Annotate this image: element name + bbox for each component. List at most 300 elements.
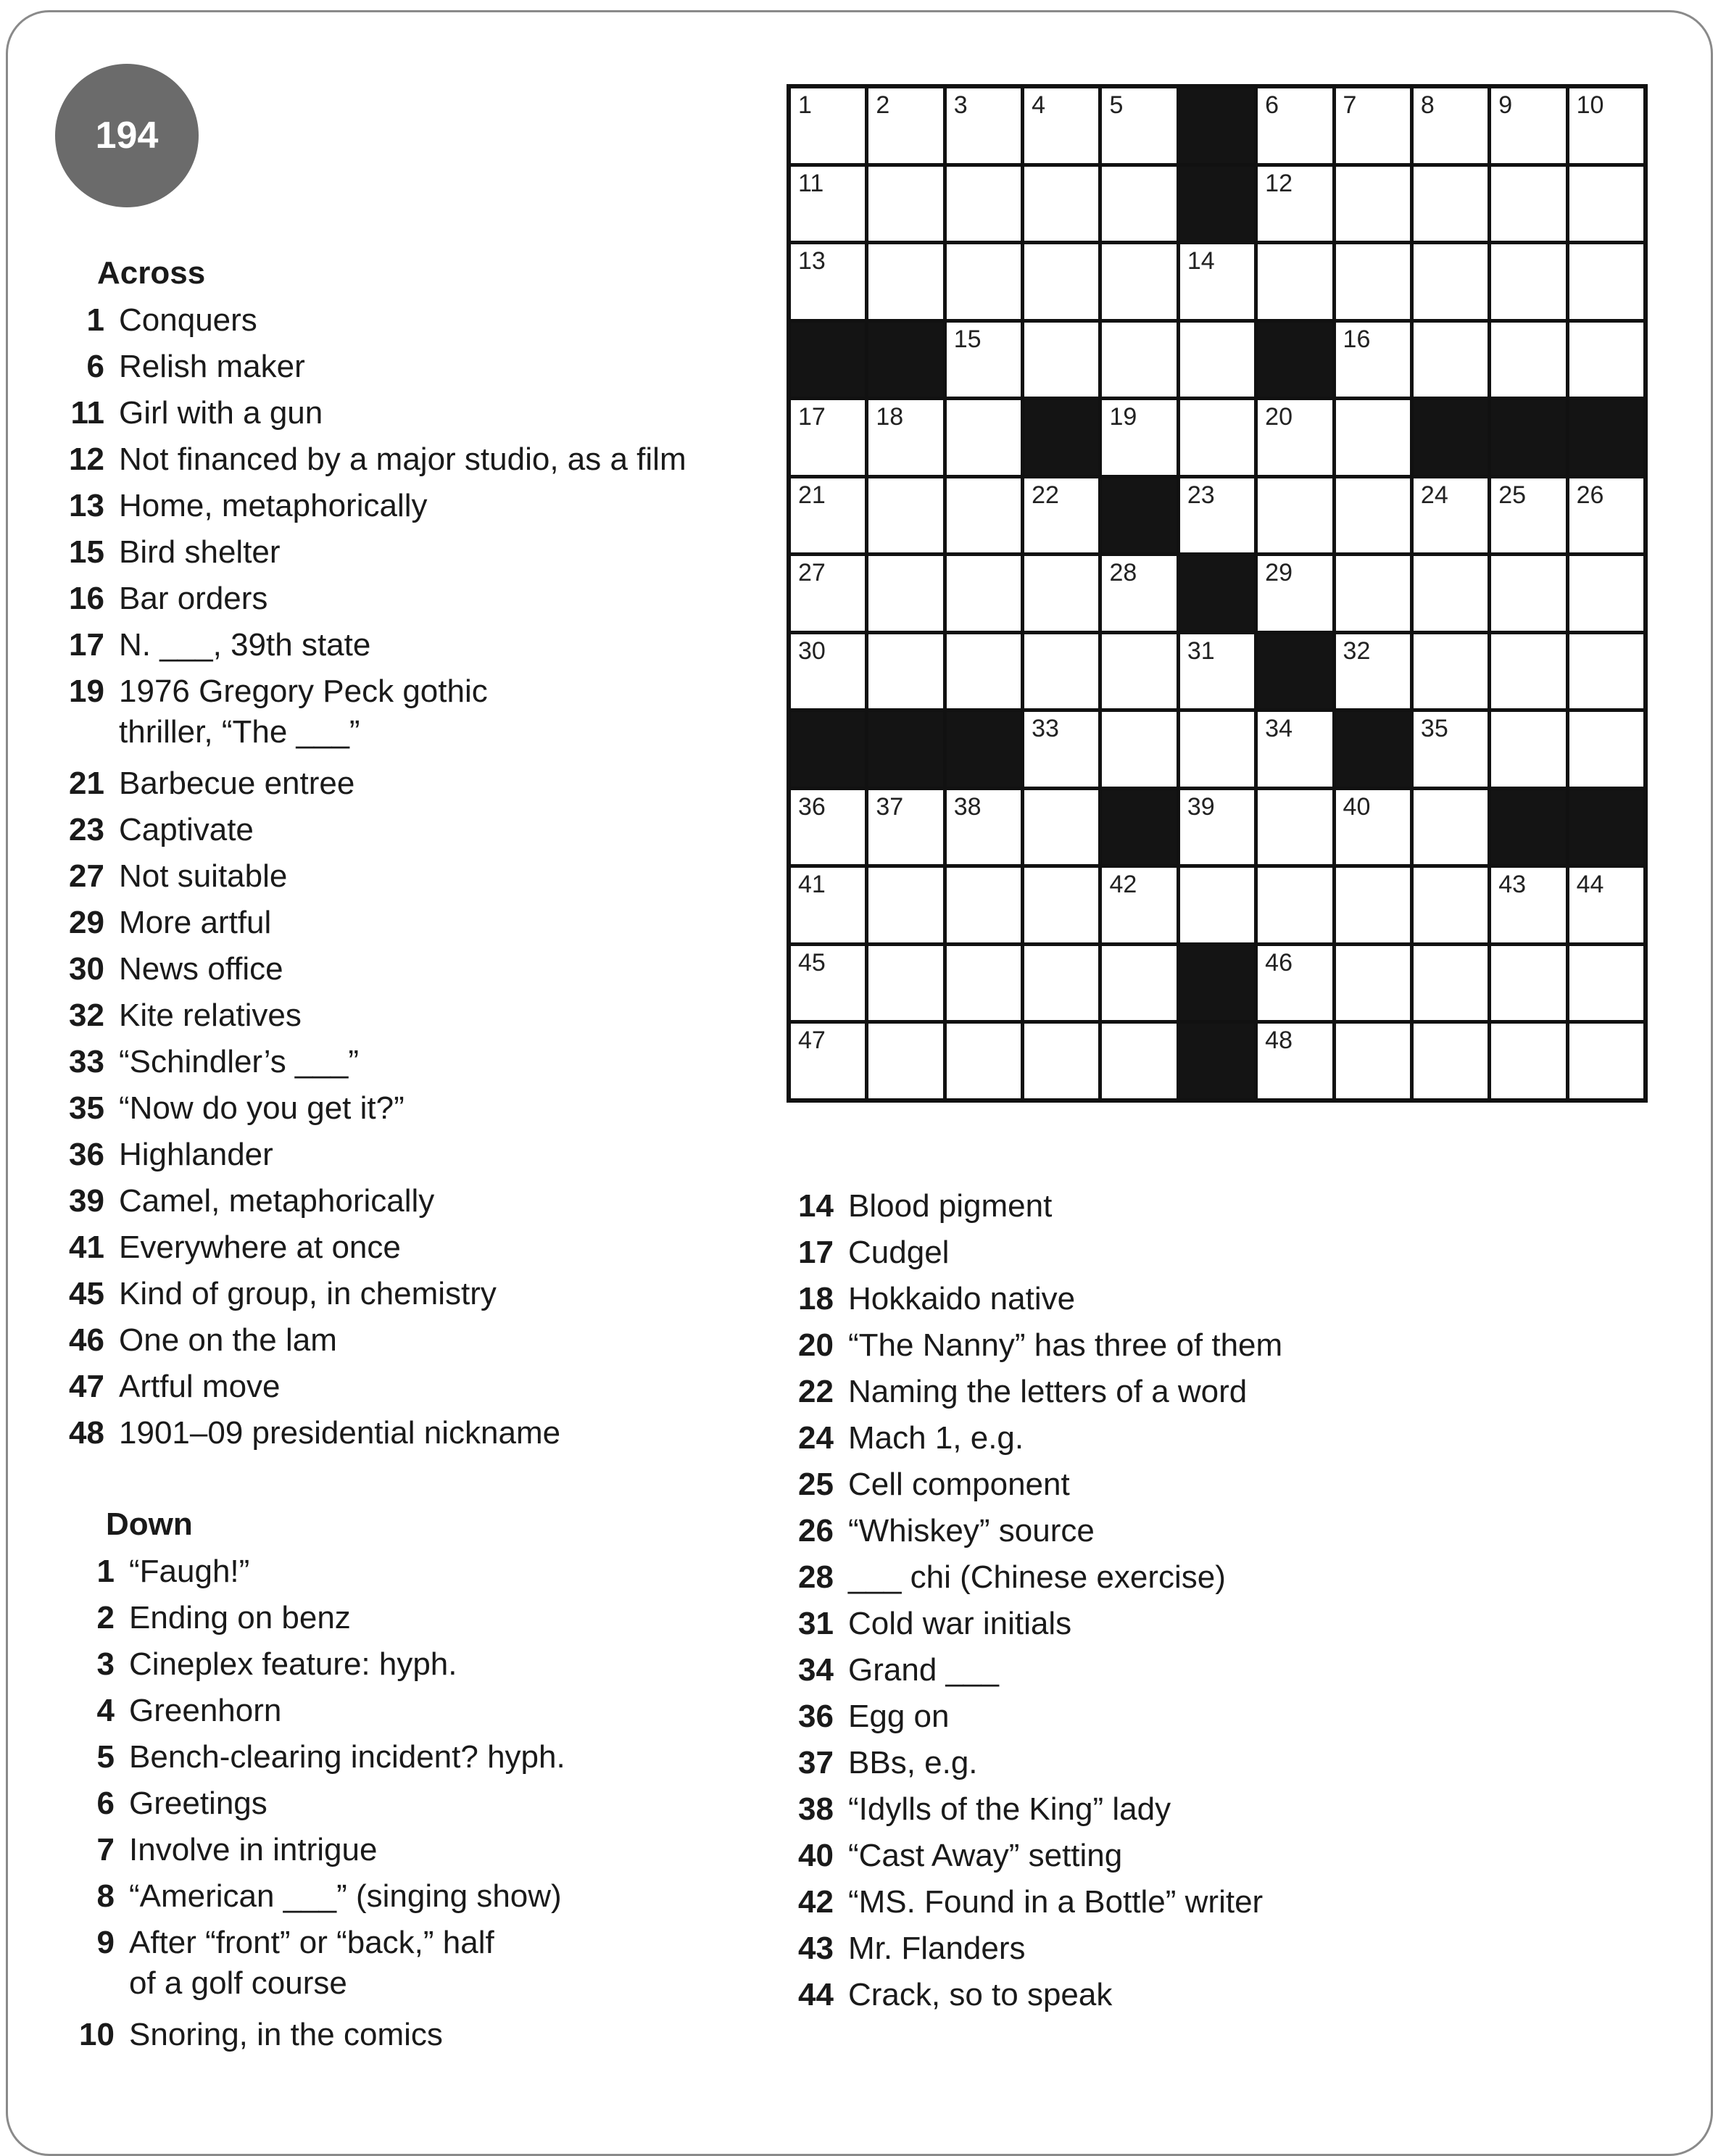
grid-cell[interactable] bbox=[1258, 712, 1332, 787]
grid-cell[interactable] bbox=[1180, 790, 1254, 865]
clue-number: 38 bbox=[798, 1791, 834, 1827]
grid-cell-number: 24 bbox=[1420, 481, 1448, 509]
clue-text-line: N. ___, 39th state bbox=[119, 627, 371, 663]
clue-item bbox=[14, 347, 305, 387]
grid-cell[interactable] bbox=[1024, 712, 1098, 787]
grid-cell[interactable] bbox=[947, 478, 1021, 553]
grid-cell[interactable] bbox=[868, 244, 942, 319]
grid-cell-number: 4 bbox=[1032, 91, 1045, 119]
grid-cell[interactable] bbox=[1491, 712, 1565, 787]
grid-cell[interactable] bbox=[947, 1024, 1021, 1098]
grid-cell[interactable] bbox=[1102, 1024, 1176, 1098]
grid-cell[interactable] bbox=[868, 790, 942, 865]
grid-cell[interactable] bbox=[1569, 946, 1643, 1021]
grid-cell[interactable] bbox=[1491, 244, 1565, 319]
clue-item bbox=[783, 1604, 1071, 1644]
grid-cell[interactable] bbox=[1258, 400, 1332, 475]
grid-cell[interactable] bbox=[1102, 556, 1176, 631]
grid-cell-number: 15 bbox=[953, 325, 982, 353]
grid-cell[interactable] bbox=[1569, 88, 1643, 163]
clue-item bbox=[783, 1418, 1024, 1459]
clue-number: 1 bbox=[86, 302, 104, 338]
grid-cell[interactable] bbox=[1491, 88, 1565, 163]
grid-cell[interactable] bbox=[947, 244, 1021, 319]
grid-cell[interactable] bbox=[1569, 323, 1643, 397]
grid-cell[interactable] bbox=[1336, 88, 1410, 163]
grid-cell[interactable] bbox=[1258, 556, 1332, 631]
grid-cell[interactable] bbox=[1414, 88, 1488, 163]
grid-cell[interactable] bbox=[1491, 478, 1565, 553]
grid-cell[interactable] bbox=[947, 556, 1021, 631]
clue-text-line: of a golf course bbox=[129, 1965, 347, 2001]
grid-cell-number: 46 bbox=[1265, 948, 1293, 977]
clue-text-line: Grand ___ bbox=[848, 1652, 999, 1688]
grid-cell-number: 14 bbox=[1187, 247, 1215, 275]
grid-cell-black bbox=[1102, 478, 1176, 553]
grid-cell[interactable] bbox=[1414, 323, 1488, 397]
clue-item bbox=[14, 1042, 359, 1082]
clue-text-line: News office bbox=[119, 951, 283, 987]
clue-text bbox=[129, 1737, 565, 1778]
grid-cell-black bbox=[1180, 1024, 1254, 1098]
clue-number: 19 bbox=[69, 673, 104, 709]
grid-cell[interactable] bbox=[791, 1024, 865, 1098]
clue-number: 2 bbox=[96, 1600, 115, 1635]
grid-cell[interactable] bbox=[868, 88, 942, 163]
clue-item bbox=[25, 2015, 443, 2055]
clue-number: 33 bbox=[69, 1044, 104, 1079]
grid-cell[interactable] bbox=[947, 400, 1021, 475]
grid-cell[interactable] bbox=[1569, 167, 1643, 241]
clue-text bbox=[119, 579, 267, 619]
grid-cell[interactable] bbox=[1024, 167, 1098, 241]
clue-number: 15 bbox=[69, 534, 104, 570]
grid-cell[interactable] bbox=[1024, 1024, 1098, 1098]
clue-text bbox=[119, 347, 305, 387]
grid-cell[interactable] bbox=[791, 478, 865, 553]
grid-cell[interactable] bbox=[947, 946, 1021, 1021]
grid-cell-number: 9 bbox=[1498, 91, 1513, 119]
clue-text-line: Naming the letters of a word bbox=[848, 1374, 1248, 1409]
grid-cell-number: 30 bbox=[798, 637, 826, 665]
clue-text-line: thriller, “The ___” bbox=[119, 714, 360, 750]
grid-cell-number: 19 bbox=[1109, 403, 1137, 431]
grid-cell-black bbox=[947, 712, 1021, 787]
grid-cell-number: 26 bbox=[1576, 481, 1604, 509]
grid-cell[interactable] bbox=[1491, 323, 1565, 397]
grid-cell-black bbox=[1336, 712, 1410, 787]
clue-text-line: Mr. Flanders bbox=[848, 1931, 1026, 1966]
clue-item bbox=[14, 579, 267, 619]
clue-text bbox=[848, 1650, 999, 1691]
grid-cell-number: 44 bbox=[1576, 871, 1604, 899]
grid-cell[interactable] bbox=[1024, 478, 1098, 553]
grid-cell[interactable] bbox=[1491, 634, 1565, 709]
clue-text-line: BBs, e.g. bbox=[848, 1745, 978, 1780]
clue-item bbox=[14, 532, 281, 573]
clue-text bbox=[848, 1836, 1122, 1876]
clue-text bbox=[119, 439, 686, 480]
clue-text bbox=[129, 1876, 562, 1917]
clue-item bbox=[783, 1511, 1095, 1551]
clue-item bbox=[783, 1836, 1122, 1876]
clue-item bbox=[14, 1135, 273, 1175]
clue-number: 17 bbox=[69, 627, 104, 663]
grid-cell[interactable] bbox=[1024, 88, 1098, 163]
grid-cell[interactable] bbox=[1336, 1024, 1410, 1098]
grid-cell[interactable] bbox=[1491, 167, 1565, 241]
clue-number: 16 bbox=[69, 581, 104, 616]
clue-item bbox=[783, 1557, 1226, 1598]
clue-item bbox=[783, 1186, 1052, 1227]
grid-cell[interactable] bbox=[947, 868, 1021, 942]
grid-cell[interactable] bbox=[1258, 1024, 1332, 1098]
clue-item bbox=[25, 1876, 562, 1917]
clue-text bbox=[129, 1691, 281, 1731]
grid-cell[interactable] bbox=[1024, 868, 1098, 942]
grid-cell[interactable] bbox=[1414, 712, 1488, 787]
grid-cell-number: 25 bbox=[1498, 481, 1527, 509]
puzzle-number-badge bbox=[55, 64, 199, 207]
grid-cell-black bbox=[1180, 946, 1254, 1021]
grid-cell[interactable] bbox=[1569, 478, 1643, 553]
grid-cell[interactable] bbox=[1180, 712, 1254, 787]
clue-number: 40 bbox=[798, 1838, 834, 1873]
clue-number: 32 bbox=[69, 998, 104, 1033]
grid-cell[interactable] bbox=[1258, 88, 1332, 163]
grid-cell[interactable] bbox=[1336, 790, 1410, 865]
grid-cell[interactable] bbox=[1024, 323, 1098, 397]
grid-cell[interactable] bbox=[1258, 478, 1332, 553]
grid-cell-number: 2 bbox=[876, 91, 890, 119]
grid-cell-black bbox=[1491, 400, 1565, 475]
clue-item bbox=[14, 903, 271, 943]
clue-item bbox=[783, 1882, 1263, 1923]
grid-cell[interactable] bbox=[1414, 946, 1488, 1021]
grid-cell[interactable] bbox=[1569, 868, 1643, 942]
clue-text bbox=[119, 1135, 273, 1175]
clue-number: 14 bbox=[798, 1188, 834, 1224]
grid-cell[interactable] bbox=[1569, 556, 1643, 631]
clue-item bbox=[783, 1325, 1282, 1366]
clue-text-line: Greetings bbox=[129, 1786, 267, 1821]
clue-text-line: Conquers bbox=[119, 302, 257, 338]
grid-cell[interactable] bbox=[1024, 556, 1098, 631]
clue-text-line: Cudgel bbox=[848, 1235, 950, 1270]
clue-text-line: ___ chi (Chinese exercise) bbox=[848, 1559, 1226, 1595]
clue-item bbox=[14, 625, 370, 666]
grid-cell[interactable] bbox=[1336, 244, 1410, 319]
grid-cell[interactable] bbox=[1180, 868, 1254, 942]
grid-cell[interactable] bbox=[1336, 868, 1410, 942]
grid-cell[interactable] bbox=[791, 88, 865, 163]
grid-cell[interactable] bbox=[1024, 244, 1098, 319]
grid-cell[interactable] bbox=[1102, 634, 1176, 709]
clue-text-line: “American ___” (singing show) bbox=[129, 1878, 562, 1914]
grid-cell-black bbox=[1569, 790, 1643, 865]
clue-item bbox=[14, 995, 302, 1036]
clue-number: 26 bbox=[798, 1513, 834, 1548]
clue-item bbox=[14, 671, 488, 752]
clue-number: 23 bbox=[69, 812, 104, 847]
clue-number: 44 bbox=[798, 1977, 834, 2012]
grid-cell[interactable] bbox=[947, 88, 1021, 163]
clue-number: 45 bbox=[69, 1276, 104, 1311]
grid-cell[interactable] bbox=[1024, 634, 1098, 709]
grid-cell[interactable] bbox=[1414, 1024, 1488, 1098]
grid-cell[interactable] bbox=[1258, 244, 1332, 319]
grid-cell[interactable] bbox=[1336, 167, 1410, 241]
clue-text-line: Kind of group, in chemistry bbox=[119, 1276, 497, 1311]
grid-cell-number: 47 bbox=[798, 1027, 826, 1055]
grid-cell[interactable] bbox=[1336, 400, 1410, 475]
grid-cell-black bbox=[1258, 634, 1332, 709]
grid-cell-number: 12 bbox=[1265, 169, 1293, 197]
clue-item bbox=[25, 1783, 267, 1824]
grid-cell[interactable] bbox=[791, 868, 865, 942]
grid-cell[interactable] bbox=[1491, 556, 1565, 631]
grid-cell-black bbox=[1569, 400, 1643, 475]
clue-number: 31 bbox=[798, 1606, 834, 1641]
clue-text bbox=[129, 1783, 267, 1824]
grid-cell[interactable] bbox=[868, 1024, 942, 1098]
grid-cell[interactable] bbox=[1491, 868, 1565, 942]
clue-text-line: Everywhere at once bbox=[119, 1230, 401, 1265]
clue-text-line: “Now do you get it?” bbox=[119, 1090, 404, 1126]
clue-text bbox=[119, 1227, 401, 1268]
clue-number: 35 bbox=[69, 1090, 104, 1126]
grid-cell[interactable] bbox=[791, 167, 865, 241]
grid-cell[interactable] bbox=[1102, 323, 1176, 397]
clue-text-line: After “front” or “back,” half bbox=[129, 1925, 494, 1960]
clue-number: 4 bbox=[96, 1693, 115, 1728]
grid-cell[interactable] bbox=[1491, 946, 1565, 1021]
grid-cell-number: 45 bbox=[798, 948, 826, 977]
grid-cell-number: 6 bbox=[1265, 91, 1279, 119]
clue-item bbox=[14, 763, 354, 804]
clue-text-line: Bench-clearing incident? hyph. bbox=[129, 1739, 565, 1775]
clue-item bbox=[783, 1232, 949, 1273]
grid-cell-number: 35 bbox=[1420, 715, 1448, 743]
grid-cell-black bbox=[1414, 400, 1488, 475]
clue-item bbox=[783, 1928, 1026, 1969]
grid-cell-number: 38 bbox=[953, 792, 982, 821]
grid-cell-number: 8 bbox=[1420, 91, 1435, 119]
clue-item bbox=[14, 1227, 401, 1268]
clue-text-line: Not suitable bbox=[119, 858, 288, 894]
grid-cell-number: 16 bbox=[1343, 325, 1371, 353]
clue-number: 21 bbox=[69, 766, 104, 801]
grid-cell-number: 18 bbox=[876, 403, 904, 431]
clue-text bbox=[848, 1418, 1024, 1459]
clue-text bbox=[129, 1830, 377, 1870]
clue-text bbox=[119, 625, 370, 666]
grid-cell[interactable] bbox=[1102, 400, 1176, 475]
clue-text-line: Blood pigment bbox=[848, 1188, 1053, 1224]
grid-cell[interactable] bbox=[1180, 400, 1254, 475]
clue-text-line: Relish maker bbox=[119, 349, 305, 384]
grid-cell-number: 5 bbox=[1109, 91, 1124, 119]
grid-cell[interactable] bbox=[1491, 1024, 1565, 1098]
clue-text bbox=[119, 856, 287, 897]
grid-cell[interactable] bbox=[791, 946, 865, 1021]
grid-cell[interactable] bbox=[1180, 323, 1254, 397]
clue-text bbox=[119, 1367, 281, 1407]
grid-cell[interactable] bbox=[1336, 323, 1410, 397]
clue-text bbox=[119, 763, 354, 804]
grid-cell[interactable] bbox=[868, 868, 942, 942]
clue-text-line: Involve in intrigue bbox=[129, 1832, 378, 1867]
clue-number: 17 bbox=[798, 1235, 834, 1270]
clue-number: 10 bbox=[79, 2017, 115, 2052]
grid-cell[interactable] bbox=[1102, 88, 1176, 163]
grid-cell[interactable] bbox=[791, 556, 865, 631]
down-heading: Down bbox=[106, 1506, 193, 1542]
grid-cell[interactable] bbox=[1102, 712, 1176, 787]
grid-cell[interactable] bbox=[1414, 244, 1488, 319]
grid-cell[interactable] bbox=[868, 946, 942, 1021]
grid-cell-number: 39 bbox=[1187, 792, 1215, 821]
grid-cell[interactable] bbox=[1024, 790, 1098, 865]
clue-text-line: “Cast Away” setting bbox=[848, 1838, 1123, 1873]
clue-item bbox=[25, 1551, 249, 1592]
clue-text bbox=[848, 1186, 1052, 1227]
clue-number: 5 bbox=[96, 1739, 115, 1775]
grid-cell[interactable] bbox=[1102, 244, 1176, 319]
clue-text-line: Barbecue entree bbox=[119, 766, 355, 801]
grid-cell-number: 7 bbox=[1343, 91, 1357, 119]
clue-number: 47 bbox=[69, 1369, 104, 1404]
grid-cell[interactable] bbox=[1414, 634, 1488, 709]
clue-text bbox=[848, 1696, 949, 1737]
clue-text bbox=[119, 995, 302, 1036]
grid-cell-number: 23 bbox=[1187, 481, 1215, 509]
grid-cell[interactable] bbox=[1180, 634, 1254, 709]
grid-cell[interactable] bbox=[1414, 478, 1488, 553]
grid-cell-number: 29 bbox=[1265, 559, 1293, 587]
grid-cell[interactable] bbox=[868, 400, 942, 475]
crossword-grid bbox=[787, 84, 1648, 1103]
clue-text bbox=[119, 393, 323, 434]
grid-cell[interactable] bbox=[1414, 790, 1488, 865]
clue-text-line: Bird shelter bbox=[119, 534, 281, 570]
clue-number: 6 bbox=[96, 1786, 115, 1821]
grid-cell[interactable] bbox=[868, 167, 942, 241]
clue-text-line: “Schindler’s ___” bbox=[119, 1044, 359, 1079]
grid-cell-number: 32 bbox=[1343, 637, 1371, 665]
grid-cell[interactable] bbox=[868, 634, 942, 709]
clue-number: 25 bbox=[798, 1467, 834, 1502]
clue-text bbox=[119, 300, 257, 341]
clue-text bbox=[848, 1279, 1075, 1319]
grid-cell[interactable] bbox=[947, 790, 1021, 865]
clue-item bbox=[14, 1367, 281, 1407]
clue-item bbox=[783, 1789, 1171, 1830]
grid-cell[interactable] bbox=[1569, 244, 1643, 319]
grid-cell[interactable] bbox=[947, 167, 1021, 241]
grid-cell-number: 11 bbox=[798, 169, 824, 197]
grid-cell-black bbox=[1102, 790, 1176, 865]
grid-cell[interactable] bbox=[1258, 790, 1332, 865]
grid-cell[interactable] bbox=[1336, 946, 1410, 1021]
clue-number: 20 bbox=[798, 1327, 834, 1363]
clue-item bbox=[14, 856, 287, 897]
clue-number: 6 bbox=[86, 349, 104, 384]
grid-cell[interactable] bbox=[1336, 478, 1410, 553]
grid-cell[interactable] bbox=[1024, 946, 1098, 1021]
grid-cell[interactable] bbox=[791, 400, 865, 475]
clue-text bbox=[848, 1511, 1095, 1551]
grid-cell-number: 28 bbox=[1109, 559, 1137, 587]
grid-cell[interactable] bbox=[1414, 556, 1488, 631]
clue-text-line: Home, metaphorically bbox=[119, 488, 428, 523]
clue-text bbox=[119, 949, 283, 990]
grid-cell[interactable] bbox=[1414, 868, 1488, 942]
grid-cell[interactable] bbox=[1569, 1024, 1643, 1098]
clue-item bbox=[783, 1696, 949, 1737]
clue-item bbox=[25, 1923, 494, 2004]
clue-text-line: Not financed by a major studio, as a film bbox=[119, 441, 686, 477]
grid-cell[interactable] bbox=[1336, 634, 1410, 709]
grid-cell[interactable] bbox=[1102, 946, 1176, 1021]
grid-cell[interactable] bbox=[947, 634, 1021, 709]
grid-cell-black bbox=[791, 712, 865, 787]
grid-cell[interactable] bbox=[1336, 556, 1410, 631]
clue-text-line: Hokkaido native bbox=[848, 1281, 1076, 1317]
clue-text bbox=[848, 1325, 1282, 1366]
grid-cell-number: 22 bbox=[1032, 481, 1059, 509]
clue-text-line: Crack, so to speak bbox=[848, 1977, 1113, 2012]
grid-cell[interactable] bbox=[1414, 167, 1488, 241]
clue-text-line: “Idylls of the King” lady bbox=[848, 1791, 1171, 1827]
clue-text-line: Kite relatives bbox=[119, 998, 302, 1033]
grid-cell-number: 1 bbox=[798, 91, 812, 119]
clue-number: 48 bbox=[69, 1415, 104, 1451]
grid-cell[interactable] bbox=[947, 323, 1021, 397]
grid-cell[interactable] bbox=[791, 790, 865, 865]
grid-cell[interactable] bbox=[868, 556, 942, 631]
grid-cell[interactable] bbox=[1569, 712, 1643, 787]
grid-cell-number: 34 bbox=[1265, 715, 1293, 743]
clue-text bbox=[119, 486, 428, 526]
clue-text bbox=[119, 1413, 560, 1454]
clue-text-line: Egg on bbox=[848, 1699, 950, 1734]
grid-cell[interactable] bbox=[791, 634, 865, 709]
clue-text-line: “Faugh!” bbox=[129, 1554, 250, 1589]
grid-cell[interactable] bbox=[1258, 946, 1332, 1021]
grid-cell[interactable] bbox=[1180, 478, 1254, 553]
clue-item bbox=[14, 1274, 497, 1314]
grid-cell-number: 31 bbox=[1187, 637, 1215, 665]
clue-text-line: Camel, metaphorically bbox=[119, 1183, 435, 1219]
grid-cell[interactable] bbox=[1258, 868, 1332, 942]
grid-cell-black bbox=[1180, 556, 1254, 631]
clue-item bbox=[14, 810, 254, 850]
grid-cell[interactable] bbox=[868, 478, 942, 553]
grid-cell[interactable] bbox=[1180, 244, 1254, 319]
grid-cell[interactable] bbox=[1102, 167, 1176, 241]
grid-cell[interactable] bbox=[1569, 634, 1643, 709]
grid-cell[interactable] bbox=[791, 244, 865, 319]
grid-cell[interactable] bbox=[1258, 167, 1332, 241]
clue-item bbox=[25, 1737, 565, 1778]
grid-cell-number: 27 bbox=[798, 559, 826, 587]
grid-cell[interactable] bbox=[1102, 868, 1176, 942]
grid-cell-black bbox=[1180, 167, 1254, 241]
clue-text bbox=[129, 2015, 443, 2055]
clue-text bbox=[848, 1975, 1112, 2015]
clue-text bbox=[119, 1181, 434, 1222]
